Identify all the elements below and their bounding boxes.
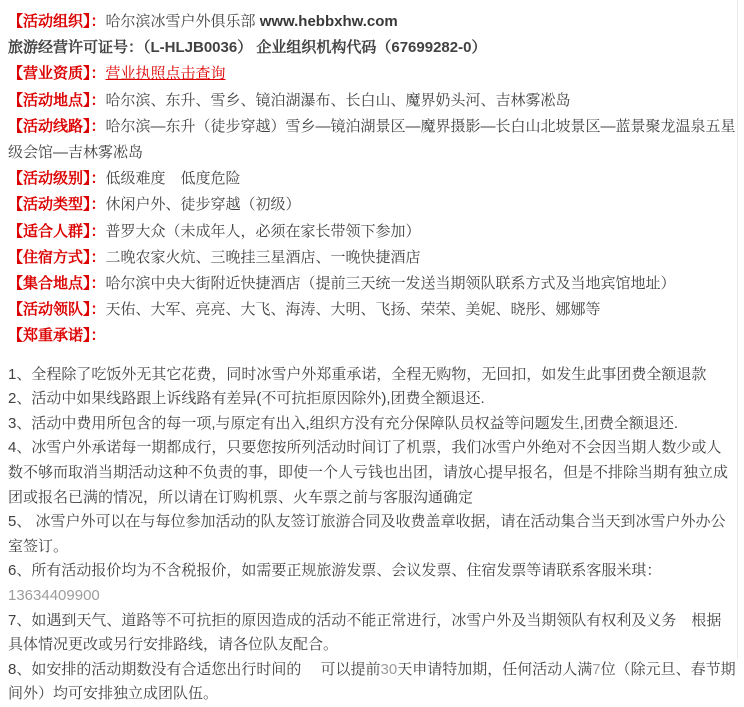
difficulty-value: 低级难度 低度危险 bbox=[105, 170, 241, 188]
audience-value: 普罗大众（未成年人，必须在家长带领下参加） bbox=[105, 222, 421, 240]
term-8 bbox=[8, 658, 736, 707]
lodging-label: 【住宿方式】： bbox=[8, 248, 106, 266]
term-3: 3、活动中费用所包含的每一项,与原定有出入,组织方没有充分保障队员权益等问题发生,团费全额退还. bbox=[8, 414, 679, 432]
difficulty-label: 【活动级别】： bbox=[8, 170, 106, 188]
qualification-label: 【营业资质】： bbox=[8, 65, 106, 83]
leaders-value: 天佑、大军、亮亮、大飞、海涛、大明、飞扬、荣荣、美妮、晓彤、娜娜等 bbox=[105, 301, 601, 319]
info-line-qualification bbox=[8, 61, 736, 87]
page-right-border bbox=[737, 0, 738, 659]
phone-number: 13634409900 bbox=[8, 586, 100, 604]
term-8-text-1: 8、如安排的活动期数没有合适您出行时间的 可以提前 bbox=[8, 660, 381, 678]
activity-type-label: 【活动类型】： bbox=[8, 196, 106, 214]
term-7: 7、如遇到天气、道路等不可抗拒的原因造成的活动不能正常进行，冰雪户外及当期领队有权利及义务 根据具体情况更改或另行安排路线，请各位队友配合。 bbox=[8, 611, 722, 654]
term-6-text: 6、所有活动报价均为不含税报价，如需要正规旅游发票、会议发票、住宿发票等请联系客服米琪： bbox=[8, 562, 662, 580]
info-line-route bbox=[8, 114, 736, 166]
meeting-point-value: 哈尔滨中央大街附近快捷酒店（提前三天统一发送当期领队联系方式及当地宾馆地址） bbox=[105, 275, 676, 293]
leaders-label: 【活动领队】： bbox=[8, 301, 106, 319]
info-line-activity-type bbox=[8, 192, 736, 218]
info-line-locations bbox=[8, 88, 736, 114]
term-4: 4、冰雪户外承诺每一期都成行，只要您按所列活动时间订了机票，我们冰雪户外绝对不会因当期人数少或人数不够而取消当期活动这种不负责的事，即使一个人亏钱也出团，请放心提早报名，但是不排除当期有独立成团或报名已满的情况，所以请在订购机票、火车票之前与客服沟通确定 bbox=[8, 439, 729, 506]
audience-label: 【适合人群】： bbox=[8, 222, 106, 240]
license-line: 旅游经营许可证号：（L-HLJB0036） 企业组织机构代码（67699282-0） bbox=[8, 39, 487, 57]
business-license-link[interactable]: 营业执照点击查询 bbox=[105, 65, 226, 83]
info-line-audience bbox=[8, 219, 736, 245]
info-line-leaders bbox=[8, 297, 736, 323]
route-label: 【活动线路】： bbox=[8, 117, 106, 135]
term-1: 1、全程除了吃饭外无其它花费，同时冰雪户外郑重承诺，全程无购物，无回扣，如发生此事团费全额退款 bbox=[8, 365, 707, 383]
term-8-people-number: 7 bbox=[592, 660, 601, 678]
term-6 bbox=[8, 559, 736, 608]
activity-type-value: 休闲户外、徒步穿越（初级） bbox=[105, 196, 301, 214]
organizer-value: 哈尔滨冰雪户外俱乐部 bbox=[105, 13, 260, 30]
info-line-meeting-point bbox=[8, 271, 736, 297]
promise-label: 【郑重承诺】： bbox=[8, 327, 106, 345]
organizer-label: 【活动组织】： bbox=[8, 13, 106, 30]
route-value: 哈尔滨—东升（徒步穿越）雪乡—镜泊湖景区—魔界摄影—长白山北坡景区—蓝景聚龙温泉五星级会馆—吉林雾凇岛 bbox=[8, 117, 736, 162]
locations-label: 【活动地点】： bbox=[8, 91, 106, 109]
info-line-promise bbox=[8, 323, 736, 349]
term-8-text-3: 位（除元旦、春节期间外）均可安排独立成团队伍。 bbox=[8, 660, 736, 703]
term-2: 2、活动中如果线路跟上诉线路有差异(不可抗拒原因除外),团费全额退还. bbox=[8, 390, 485, 408]
term-5: 5、 冰雪户外可以在与每位参加活动的队友签订旅游合同及收费盖章收据，请在活动集合当天到冰雪户外办公室签订。 bbox=[8, 513, 726, 555]
meeting-point-label: 【集合地点】： bbox=[8, 275, 106, 293]
info-line-lodging bbox=[8, 245, 736, 271]
website-url: www.hebbxhw.com bbox=[259, 13, 398, 30]
info-line-difficulty bbox=[8, 166, 736, 192]
locations-value: 哈尔滨、东升、雪乡、镜泊湖瀑布、长白山、魔界奶头河、吉林雾凇岛 bbox=[105, 91, 571, 109]
term-8-days-number: 30 bbox=[380, 660, 398, 678]
terms-list bbox=[8, 363, 736, 707]
activity-info-section bbox=[8, 9, 736, 350]
term-8-text-2: 天申请特加期，任何活动人满 bbox=[397, 660, 593, 678]
info-line-organizer bbox=[8, 9, 736, 35]
lodging-value: 二晚农家火炕、三晚挂三星酒店、一晚快捷酒店 bbox=[105, 248, 421, 266]
